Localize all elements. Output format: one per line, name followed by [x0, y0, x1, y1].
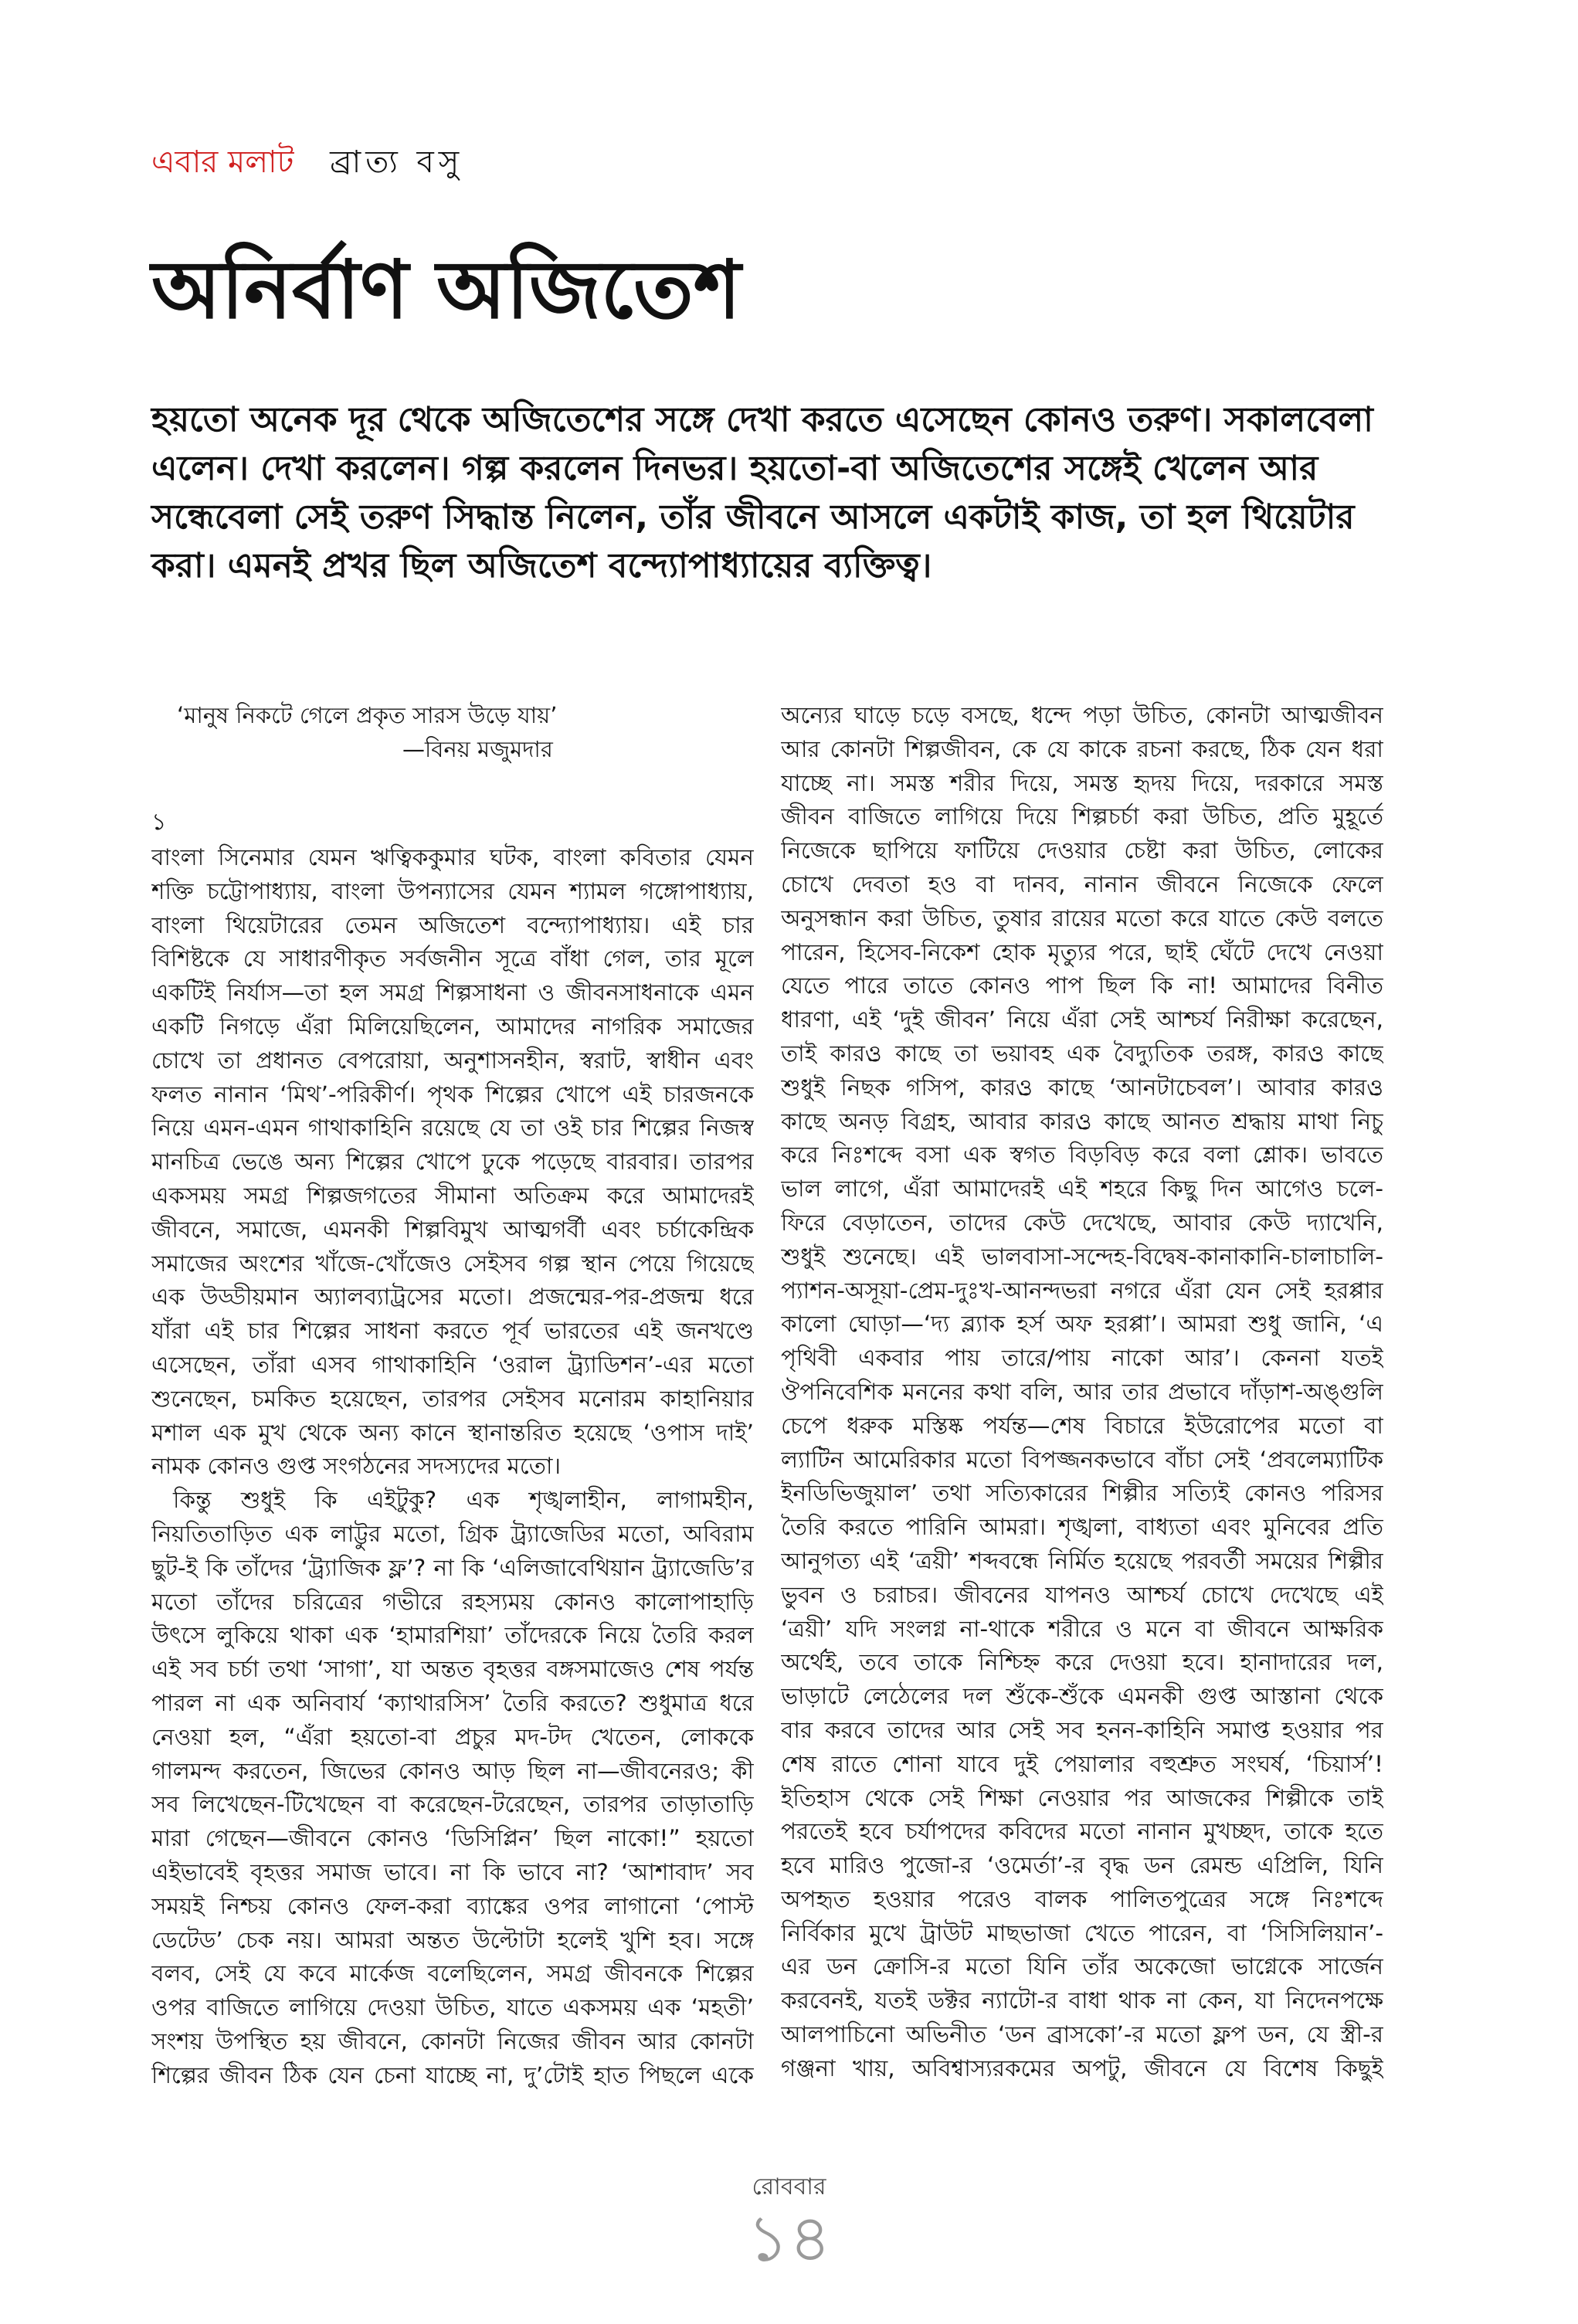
text-line: হবে মারিও পুজো-র ‘ওমের্তা’-র বৃদ্ধ ডন রেমন্ড এপ্রিলি, যিনি — [781, 1852, 1383, 1879]
text-line: পারল না এক অনিবার্য ‘ক্যাথারসিস’ তৈরি করতে? শুধুমাত্র ধরে — [151, 1689, 754, 1716]
text-line: অনুসন্ধান করা উচিত, তুষার রায়ের মতো করে যাতে কেউ বলতে — [781, 904, 1383, 931]
text-line: অপহৃত হওয়ার পরেও বালক পালিতপুত্রের সঙ্গে নিঃশব্দে — [781, 1885, 1383, 1912]
text-line: ভুবন ও চরাচর। জীবনের যাপনও আশ্চর্য চোখে দেখেছে এই — [781, 1581, 1383, 1608]
publication-name: রোববার — [752, 2173, 826, 2200]
author-byline: ব্রাত্য বসু — [330, 144, 464, 180]
text-line: এক উড্ডীয়মান অ্যালব্যাট্রসের মতো। প্রজন্মের-পর-প্রজন্ম ধরে — [151, 1284, 754, 1311]
text-line: এর ডন ক্রোসি-র মতো যিনি তাঁর অকেজো ভাগ্নেকে সার্জেন — [781, 1953, 1383, 1980]
text-line: ফিরে বেড়াতেন, তাদের কেউ দেখেছে, আবার কেউ দ্যাখেনি, — [781, 1209, 1383, 1236]
text-line: ওপর বাজিতে লাগিয়ে দেওয়া উচিত, যাতে একসময় এক ‘মহতী’ — [151, 1994, 754, 2021]
text-line: মশাল এক মুখ থেকে অন্য কানে স্থানান্তরিত হয়েছে ‘ওপাস দাই’ — [151, 1419, 754, 1446]
section-number: ১ — [151, 809, 167, 836]
text-line: চোখে তা প্রধানত বেপরোয়া, অনুশাসনহীন, স্বরাট, স্বাধীন এবং — [151, 1047, 754, 1074]
text-line: গালমন্দ করতেন, জিভের কোনও আড় ছিল না—জীবনেরও; কী — [151, 1757, 754, 1784]
text-line: শেষ রাতে শোনা যাবে দুই পেয়ালার বহুশ্রুত সংঘর্ষ, ‘চিয়ার্স’! — [781, 1750, 1383, 1777]
text-line: নিয়ে এমন-এমন গাথাকাহিনি রয়েছে যে তা ওই চার শিল্পের নিজস্ব — [151, 1115, 754, 1142]
text-line: তৈরি করতে পারিনি আমরা। শৃঙ্খলা, বাধ্যতা এবং মুনিবের প্রতি — [781, 1514, 1383, 1541]
text-line: পারেন, হিসেব-নিকেশ হোক মৃত্যুর পরে, ছাই ঘেঁটে দেখে নেওয়া — [781, 938, 1383, 965]
article-standfirst: হয়তো অনেক দূর থেকে অজিতেশের সঙ্গে দেখা করতে এসেছেন কোনও তরুণ। সকালবেলা এলেন। দেখা করলেন। গল্প করলেন দিনভর। হয়তো-বা অজিতেশের সঙ্গেই খেলেন আর সন্ধেবেলা সেই তরুণ সিদ্ধান্ত নিলেন, তাঁর জীবনে আসলে একটাই কাজ, তা হল থিয়েটার করা। এমনই প্রখর ছিল অজিতেশ বন্দ্যোপাধ্যায়ের ব্যক্তিত্ব। — [151, 400, 1373, 585]
text-line: ভাড়াটে লেঠেলের দল শুঁকে-শুঁকে এমনকী গুপ্ত আস্তানা থেকে — [781, 1683, 1383, 1710]
text-line: ঔপনিবেশিক মননের কথা বলি, আর তার প্রভাবে দাঁড়াশ-অঙ্গুলি — [781, 1378, 1383, 1405]
right-column-text — [781, 699, 1383, 2086]
text-line: নামক কোনও গুপ্ত সংগঠনের সদস্যদের মতো। — [151, 1453, 562, 1480]
text-line: শুধুই নিছক গসিপ, কারও্র কাছে ‘আনটাচেবল’। আবার কারও্র — [781, 1074, 1383, 1101]
left-column-text — [151, 841, 754, 2092]
text-line: জীবন বাজিতে লাগিয়ে দিয়ে শিল্পচর্চা করা উচিত, প্রতি মুহূর্তে — [781, 803, 1383, 830]
text-line: মারা গেছেন—জীবনে কোনও ‘ডিসিপ্লিন’ ছিল নাকো!” হয়তো — [151, 1825, 754, 1852]
text-line: এসেছেন, তাঁরা এসব গাথাকাহিনি ‘ওরাল ট্র্যাডিশন’-এর মতো — [151, 1351, 754, 1378]
text-line: চেপে ধরুক মস্তিষ্ক পর্যন্ত—শেষ বিচারে ইউরোপের মতো বা — [781, 1412, 1383, 1439]
text-line: নির্বিকার মুখে ট্রাউট মাছভাজা খেতে পারেন, বা ‘সিসিলিয়ান’- — [781, 1919, 1383, 1946]
text-line: সময়ই নিশ্চয় কোনও ফেল-করা ব্যাঙ্কের ওপর লাগানো ‘পোস্ট — [151, 1892, 754, 1919]
text-line: অন্যের ঘাড়ে চড়ে বসছে, ধন্দে পড়া উচিত, কোনটা আত্মজীবন — [781, 702, 1383, 728]
text-line: কালো ঘোড়া—‘দ্য ব্ল্যাক হর্স অফ হরপ্পা’। আমরা শুধু জানি, ‘এ — [781, 1311, 1383, 1338]
text-line: জীবনে, সমাজে, এমনকী শিল্পবিমুখ আত্মগর্বী এবং চর্চাকেন্দ্রিক — [151, 1216, 754, 1243]
text-line: সব লিখেছেন-টিখেছেন বা করেছেন-টরেছেন, তারপর তাড়াতাড়ি — [151, 1791, 754, 1818]
text-line: মতো তাঁদের চরিত্রের গভীরে রহস্যময় কোনও কালোপাহাড়ি — [151, 1588, 754, 1615]
text-line: পৃথিবী একবার পায় তারে/পায় নাকো আর’। কেননা যতই — [781, 1345, 1383, 1372]
text-line: শুধুই শুনেছে। এই ভালবাসা-সন্দেহ-বিদ্বেষ-কানাকানি-চালাচালি- — [781, 1243, 1383, 1270]
text-line: একটি নিগড়ে এঁরা মিলিয়েছিলেন, আমাদের নাগরিক সমাজের — [151, 1013, 754, 1040]
epigraph-attribution: —বিনয় মজুমদার — [402, 736, 553, 762]
body-column-left — [151, 699, 754, 2092]
text-line: গঞ্জনা খায়, অবিশ্বাস্যরকমের অপটু, জীবনে যে বিশেষ কিছুই — [781, 2054, 1383, 2081]
text-line: ইনডিভিজুয়াল’ তথা সত্যিকারের শিল্পীর সত্যিই কোনও পরিসর — [781, 1480, 1383, 1507]
text-line: ‘ত্রয়ী’ যদি সংলগ্ন না-থাকে শরীরে ও মনে বা জীবনে আক্ষরিক — [781, 1615, 1383, 1642]
text-line: নিয়তিতাড়িত এক লাট্টুর মতো, গ্রিক ট্র্যাজেডির মতো, অবিরাম — [151, 1520, 754, 1547]
text-line: একসময় সমগ্র শিল্পজগতের সীমানা অতিক্রম করে আমাদেরই — [151, 1182, 754, 1209]
text-line: ধারণা, এই ‘দুই জীবন’ নিয়ে এঁরা সেই আশ্চর্য নিরীক্ষা করেছেন, — [781, 1006, 1383, 1033]
text-line: যাঁরা এই চার শিল্পের সাধনা করতে পূর্ব ভারতের এই জনখণ্ডে — [151, 1318, 754, 1345]
text-line: এইভাবেই বৃহত্তর সমাজ ভাবে। না কি ভাবে না? ‘আশাবাদ’ সব — [151, 1858, 754, 1885]
text-line: বাংলা সিনেমার যেমন ঋত্বিককুমার ঘটক, বাংলা কবিতার যেমন — [151, 844, 754, 870]
text-line: ফলত নানান ‘মিথ’-পরিকীর্ণ। পৃথক শিল্পের খোপে এই চারজনকে — [151, 1081, 754, 1108]
text-line: বিশিষ্টকে যে সাধারণীকৃত সর্বজনীন সূত্রে বাঁধা গেল, তার মূলে — [151, 945, 754, 972]
text-line: প্যাশন-অসূয়া-প্রেম-দুঃখ-আনন্দভরা নগরে এঁরা যেন সেই হরপ্পার — [781, 1277, 1383, 1304]
text-line: যেতে পারে তাতে কোনও পাপ ছিল কি না! আমাদের বিনীত — [781, 972, 1383, 999]
text-line: অর্থেই, তবে তাকে নিশ্চিহ্ন করে দেওয়া হবে। হানাদারের দল, — [781, 1649, 1383, 1676]
text-line: ভাল লাগে, এঁরা আমাদেরই এই শহরে কিছু দিন আগেও চলে- — [781, 1176, 1383, 1203]
text-line: ইতিহাস থেকে সেই শিক্ষা নেওয়ার পর আজকের শিল্পীকে তাই — [781, 1784, 1383, 1811]
text-line: যাচ্ছে না। সমস্ত শরীর দিয়ে, সমস্ত হৃদয় দিয়ে, দরকারে সমস্ত — [781, 769, 1383, 796]
text-line: চোখে দেবতা হও বা দানব, নানান জীবনে নিজেকে ফেলে — [781, 870, 1383, 897]
text-line: কাছে অনড় বিগ্রহ, আবার কারও্র কাছে আনত শ্রদ্ধায় মাথা নিচু — [781, 1108, 1383, 1135]
text-line: শুনেছেন, চমকিত হয়েছেন, তারপর সেইসব মনোরম কাহানিয়ার — [151, 1385, 754, 1412]
epigraph-quote: ‘মানুষ নিকটে গেলে প্রকৃত সারস উড়ে যায়’ — [177, 702, 558, 728]
section-label: এবার মলাট — [151, 144, 294, 180]
text-line: সমাজের অংশের খাঁজে-খোঁজেও সেইসব গল্প স্থান পেয়ে গিয়েছে — [151, 1250, 754, 1277]
text-line: করে নিঃশব্দে বসা এক স্বগত বিড়বিড় করে বলা শ্লোক। ভাবতে — [781, 1142, 1383, 1169]
text-line: বার করবে তাদের আর সেই সব হনন-কাহিনি সমাপ্ত হওয়ার পর — [781, 1716, 1383, 1743]
text-line: শিল্পের জীবন ঠিক যেন চেনা যাচ্ছে না, দু’টোই হাত পিছলে একে — [151, 2061, 754, 2088]
text-line: আলপাচিনো অভিনীত ‘ডন ব্রাসকো’-র মতো ফ্লপ ডন, যে স্ত্রী-র — [781, 2021, 1383, 2048]
text-line: ডেটেড’ চেক নয়। আমরা অন্তত উল্টোটা হলেই খুশি হব। সঙ্গে — [151, 1926, 754, 1953]
text-line: আর কোনটা শিল্পজীবন, কে যে কাকে রচনা করছে, ঠিক যেন ধরা — [781, 735, 1383, 762]
text-line: নিজেকে ছাপিয়ে ফাটিয়ে দেওয়ার চেষ্টা করা উচিত, লোকের — [781, 837, 1383, 864]
text-line: পরতেই হবে চর্যাপদের কবিদের মতো নানান মুখচ্ছদ, তাকে হতে — [781, 1818, 1383, 1845]
text-line: মানচিত্র ভেঙে অন্য শিল্পের খোপে ঢুকে পড়েছে বারবার। তারপর — [151, 1148, 754, 1176]
text-line: সংশয় উপস্থিত হয় জীবনে, কোনটা নিজের জীবন আর কোনটা — [151, 2027, 754, 2054]
text-line: এই সব চর্চা তথা ‘সাগা’, যা অন্তত বৃহত্তর বঙ্গসমাজেও শেষ পর্যন্ত — [151, 1656, 754, 1683]
page-number: ১৪ — [746, 2200, 831, 2276]
text-line: আনুগত্য এই ‘ত্রয়ী’ শব্দবন্ধে নির্মিত হয়েছে পরবর্তী সময়ের শিল্পীর — [781, 1547, 1383, 1574]
section-kicker — [151, 137, 463, 184]
text-line: ছুট-ই কি তাঁদের ‘ট্র্যাজিক ফ্ল’? না কি ‘এলিজাবেথিয়ান ট্র্যাজেডি’র — [151, 1554, 754, 1581]
text-line: একটিই নির্যাস—তা হল সমগ্র শিল্পসাধনা ও জীবনসাধনাকে এমন — [151, 979, 754, 1006]
text-line: করবেনই, যতই ডক্টর ন্যাটো-র বাধা থাক না কেন, যা নিদেনপক্ষে — [781, 1987, 1383, 2014]
text-line: ল্যাটিন আমেরিকার মতো বিপজ্জনকভাবে বাঁচা সেই ‘প্রবলেম্যাটিক — [781, 1446, 1383, 1473]
text-line: বাংলা থিয়েটারের তেমন অজিতেশ বন্দ্যোপাধ্যায়। এই চার — [151, 911, 754, 938]
text-line: উৎসে লুকিয়ে থাকা এক ‘হামারশিয়া’ তাঁদেরকে নিয়ে তৈরি করল — [151, 1622, 754, 1649]
body-column-right — [781, 699, 1383, 2086]
page-folio — [0, 2172, 1578, 2274]
text-line: নেওয়া হল, “এঁরা হয়তো-বা প্রচুর মদ-টদ খেতেন, লোককে — [151, 1723, 754, 1750]
text-line: কিন্তু শুধুই কি এইটুকু? এক শৃঙ্খলাহীন, লাগামহীন, — [173, 1487, 754, 1514]
article-headline: অনির্বাণ অজিতেশ — [151, 242, 741, 337]
text-line: শক্তি চট্টোপাধ্যায়, বাংলা উপন্যাসের যেমন শ্যামল গঙ্গোপাধ্যায়, — [151, 877, 754, 904]
text-line: বলব, সেই যে কবে মার্কেজ বলেছিলেন, সমগ্র জীবনকে শিল্পের — [151, 1960, 754, 1987]
text-line: তাই কারও্র কাছে তা ভয়াবহ এক বৈদ্যুতিক তরঙ্গ, কারও্র কাছে — [781, 1040, 1383, 1067]
